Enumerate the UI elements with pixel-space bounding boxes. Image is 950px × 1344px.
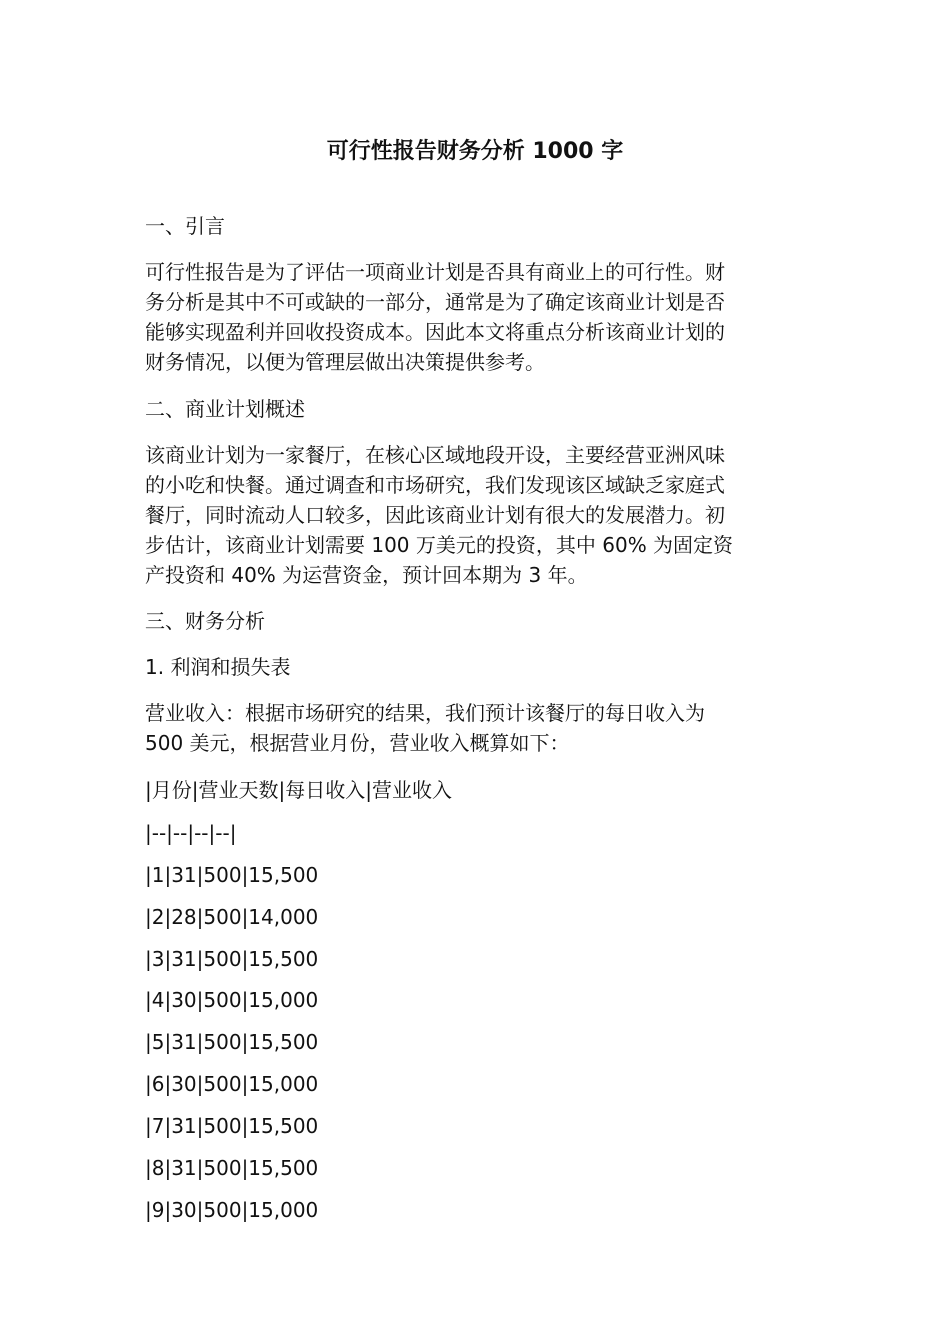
table-row: |4|30|500|15,000 [145,988,319,1012]
table-separator-line: |--|--|--|--| [145,821,237,845]
paragraph-line: 餐厅，同时流动人口较多，因此该商业计划有很大的发展潜力。初 [145,503,725,527]
table-header-line: |月份|营业天数|每日收入|营业收入 [145,778,452,802]
table-row: |7|31|500|15,500 [145,1114,319,1138]
paragraph-line: 能够实现盈利并回收投资成本。因此本文将重点分析该商业计划的 [145,320,725,344]
paragraph-line: 步估计，该商业计划需要 100 万美元的投资，其中 60% 为固定资 [145,533,734,557]
paragraph-revenue [145,698,805,758]
paragraph-line: 该商业计划为一家餐厅，在核心区域地段开设，主要经营亚洲风味 [145,443,725,467]
paragraph-line: 可行性报告是为了评估一项商业计划是否具有商业上的可行性。财 [145,260,725,284]
table-row: |6|30|500|15,000 [145,1072,319,1096]
section-heading-financial-analysis: 三、财务分析 [145,609,265,633]
table-row: |3|31|500|15,500 [145,947,319,971]
document-title: 可行性报告财务分析 1000 字 [326,139,624,164]
section-heading-introduction: 一、引言 [145,214,225,238]
paragraph-line: 产投资和 40% 为运营资金，预计回本期为 3 年。 [145,563,588,587]
table-row: |8|31|500|15,500 [145,1156,319,1180]
paragraph-line: 财务情况，以便为管理层做出决策提供参考。 [145,350,545,374]
paragraph-line: 的小吃和快餐。通过调查和市场研究，我们发现该区域缺乏家庭式 [145,473,725,497]
table-row: |1|31|500|15,500 [145,863,319,887]
paragraph-line: 营业收入：根据市场研究的结果，我们预计该餐厅的每日收入为 [145,701,705,725]
table-row: |5|31|500|15,500 [145,1030,319,1054]
table-row: |2|28|500|14,000 [145,905,319,929]
paragraph-line: 500 美元，根据营业月份，营业收入概算如下： [145,731,570,755]
table-row: |9|30|500|15,000 [145,1198,319,1222]
paragraph-line: 务分析是其中不可或缺的一部分，通常是为了确定该商业计划是否 [145,290,725,314]
paragraph-introduction [145,257,805,377]
paragraph-overview [145,440,805,590]
subsection-heading-profit-loss: 1. 利润和损失表 [145,655,291,679]
section-heading-overview: 二、商业计划概述 [145,397,305,421]
